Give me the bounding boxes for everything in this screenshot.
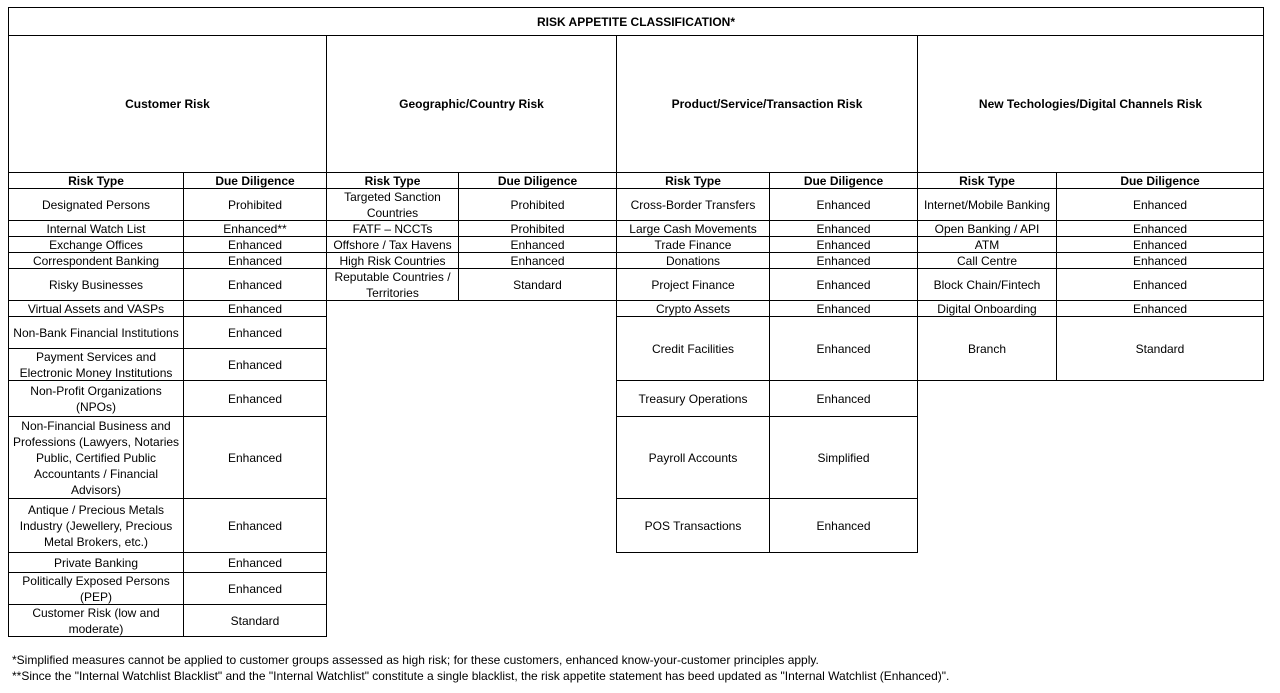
risk-type-cell: Non-Profit Organizations (NPOs)	[8, 380, 184, 417]
due-diligence-cell: Enhanced	[769, 316, 918, 381]
risk-type-cell: Internet/Mobile Banking	[917, 188, 1057, 221]
due-diligence-cell: Standard	[183, 604, 327, 637]
risk-type-cell: Non-Financial Business and Professions (Lawyers, Notaries Public, Certified Public Accountants / Financial Advisors)	[8, 416, 184, 499]
due-diligence-cell: Enhanced	[183, 252, 327, 269]
risk-type-cell: Designated Persons	[8, 188, 184, 221]
due-diligence-cell: Enhanced	[769, 252, 918, 269]
risk-type-cell: Exchange Offices	[8, 236, 184, 253]
risk-type-cell: Crypto Assets	[616, 300, 770, 317]
due-diligence-cell: Enhanced	[183, 572, 327, 605]
section-heading: Customer Risk	[8, 35, 327, 173]
due-diligence-cell: Enhanced	[183, 380, 327, 417]
due-diligence-cell: Enhanced	[183, 416, 327, 499]
risk-type-cell: Donations	[616, 252, 770, 269]
risk-type-cell: Block Chain/Fintech	[917, 268, 1057, 301]
column-header-due-diligence: Due Diligence	[458, 172, 617, 189]
due-diligence-cell: Standard	[1056, 316, 1264, 381]
footnotes	[12, 652, 949, 684]
risk-type-cell: Call Centre	[917, 252, 1057, 269]
risk-type-cell: Project Finance	[616, 268, 770, 301]
section-heading: Geographic/Country Risk	[326, 35, 617, 173]
due-diligence-cell: Enhanced	[458, 252, 617, 269]
due-diligence-cell: Enhanced	[769, 380, 918, 417]
risk-type-cell: FATF – NCCTs	[326, 220, 459, 237]
risk-type-cell: Antique / Precious Metals Industry (Jewellery, Precious Metal Brokers, etc.)	[8, 498, 184, 553]
due-diligence-cell: Enhanced	[1056, 300, 1264, 317]
risk-type-cell: Credit Facilities	[616, 316, 770, 381]
risk-type-cell: Trade Finance	[616, 236, 770, 253]
due-diligence-cell: Enhanced**	[183, 220, 327, 237]
risk-type-cell: Offshore / Tax Havens	[326, 236, 459, 253]
due-diligence-cell: Prohibited	[458, 188, 617, 221]
due-diligence-cell: Prohibited	[458, 220, 617, 237]
risk-type-cell: POS Transactions	[616, 498, 770, 553]
footnote-watchlist: **Since the "Internal Watchlist Blacklist" and the "Internal Watchlist" constitute a single blacklist, the risk appetite statement has beed updated as "Internal Watchlist (Enhanced)".	[12, 669, 950, 683]
column-header-due-diligence: Due Diligence	[1056, 172, 1264, 189]
due-diligence-cell: Enhanced	[183, 268, 327, 301]
due-diligence-cell: Enhanced	[183, 498, 327, 553]
risk-type-cell: Payment Services and Electronic Money Institutions	[8, 348, 184, 381]
risk-type-cell: Correspondent Banking	[8, 252, 184, 269]
table-title: RISK APPETITE CLASSIFICATION*	[8, 7, 1264, 36]
due-diligence-cell: Enhanced	[769, 236, 918, 253]
due-diligence-cell: Enhanced	[1056, 236, 1264, 253]
risk-type-cell: Open Banking / API	[917, 220, 1057, 237]
risk-type-cell: Cross-Border Transfers	[616, 188, 770, 221]
column-header-risk-type: Risk Type	[917, 172, 1057, 189]
due-diligence-cell: Simplified	[769, 416, 918, 499]
risk-type-cell: Branch	[917, 316, 1057, 381]
due-diligence-cell: Enhanced	[183, 300, 327, 317]
due-diligence-cell: Enhanced	[769, 268, 918, 301]
risk-type-cell: Digital Onboarding	[917, 300, 1057, 317]
risk-type-cell: Payroll Accounts	[616, 416, 770, 499]
footnote-simplified: *Simplified measures cannot be applied to customer groups assessed as high risk; for these customers, enhanced know-your-customer principles apply.	[12, 653, 819, 667]
risk-type-cell: Non-Bank Financial Institutions	[8, 316, 184, 349]
column-header-due-diligence: Due Diligence	[183, 172, 327, 189]
column-header-risk-type: Risk Type	[616, 172, 770, 189]
due-diligence-cell: Enhanced	[183, 316, 327, 349]
section-heading: Product/Service/Transaction Risk	[616, 35, 918, 173]
column-header-risk-type: Risk Type	[326, 172, 459, 189]
column-header-risk-type: Risk Type	[8, 172, 184, 189]
due-diligence-cell: Enhanced	[183, 552, 327, 573]
due-diligence-cell: Enhanced	[1056, 188, 1264, 221]
risk-type-cell: Politically Exposed Persons (PEP)	[8, 572, 184, 605]
due-diligence-cell: Enhanced	[1056, 268, 1264, 301]
due-diligence-cell: Enhanced	[769, 220, 918, 237]
risk-type-cell: Private Banking	[8, 552, 184, 573]
risk-type-cell: Targeted Sanction Countries	[326, 188, 459, 221]
due-diligence-cell: Enhanced	[1056, 220, 1264, 237]
due-diligence-cell: Standard	[458, 268, 617, 301]
risk-type-cell: Large Cash Movements	[616, 220, 770, 237]
column-header-due-diligence: Due Diligence	[769, 172, 918, 189]
due-diligence-cell: Enhanced	[769, 498, 918, 553]
section-heading: New Techologies/Digital Channels Risk	[917, 35, 1264, 173]
due-diligence-cell: Enhanced	[769, 188, 918, 221]
risk-type-cell: Treasury Operations	[616, 380, 770, 417]
risk-type-cell: ATM	[917, 236, 1057, 253]
risk-type-cell: High Risk Countries	[326, 252, 459, 269]
risk-type-cell: Reputable Countries / Territories	[326, 268, 459, 301]
due-diligence-cell: Enhanced	[183, 348, 327, 381]
due-diligence-cell: Enhanced	[458, 236, 617, 253]
risk-type-cell: Customer Risk (low and moderate)	[8, 604, 184, 637]
due-diligence-cell: Enhanced	[769, 300, 918, 317]
risk-type-cell: Internal Watch List	[8, 220, 184, 237]
risk-type-cell: Virtual Assets and VASPs	[8, 300, 184, 317]
due-diligence-cell: Prohibited	[183, 188, 327, 221]
due-diligence-cell: Enhanced	[1056, 252, 1264, 269]
risk-type-cell: Risky Businesses	[8, 268, 184, 301]
due-diligence-cell: Enhanced	[183, 236, 327, 253]
